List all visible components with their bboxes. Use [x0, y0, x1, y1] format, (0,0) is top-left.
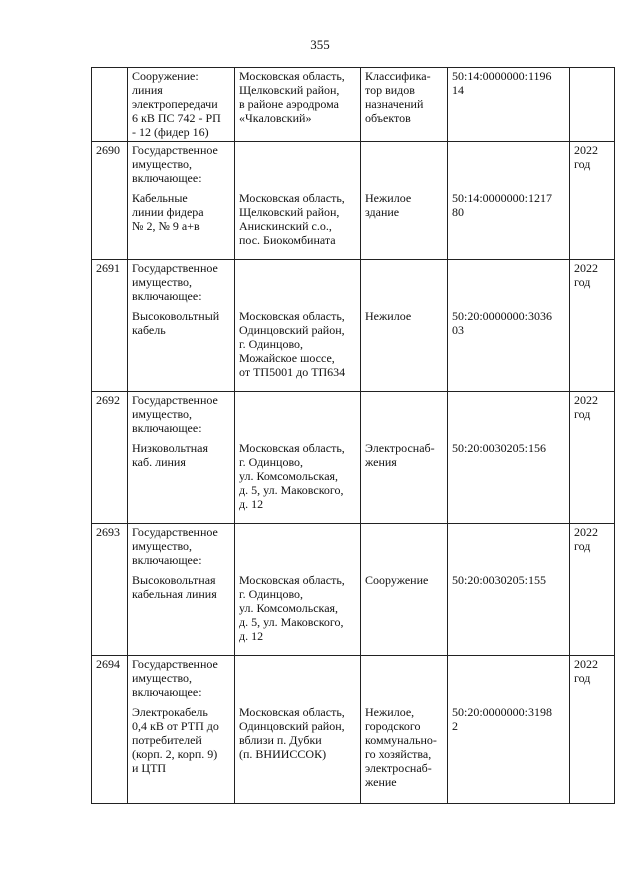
property-registry-table: [91, 67, 615, 804]
row-number-cell: [92, 68, 128, 142]
page-number: 355: [310, 37, 330, 52]
row-number-cell: 2693: [92, 524, 128, 656]
year-cell: 2022 год: [570, 260, 615, 392]
object-name-cell: [128, 524, 235, 656]
table-row: [92, 68, 615, 142]
table-row: [92, 392, 615, 524]
row-number-cell: 2692: [92, 392, 128, 524]
object-name: Электрокабель 0,4 кВ от РТП до потребителей (корп. 2, корп. 9) и ЦТП: [132, 705, 219, 775]
group-label: Государственное имущество, включающее:: [132, 525, 218, 567]
object-name: Низковольтная каб. линия: [132, 441, 208, 469]
cadastral-number-cell: 50:20:0000000:3036 03: [448, 260, 570, 392]
row-number-cell: 2691: [92, 260, 128, 392]
year-cell: 2022 год: [570, 656, 615, 804]
year-cell: [570, 68, 615, 142]
purpose-cell: Нежилое, городского коммунально- го хозяйства, электроснаб- жение: [361, 656, 448, 804]
cadastral-number-cell: 50:20:0030205:156: [448, 392, 570, 524]
table-row: [92, 656, 615, 804]
table-row: [92, 524, 615, 656]
year-cell: 2022 год: [570, 142, 615, 260]
year-cell: 2022 год: [570, 392, 615, 524]
object-name: Кабельные линии фидера № 2, № 9 а+в: [132, 191, 204, 233]
year-cell: 2022 год: [570, 524, 615, 656]
object-name-cell: [128, 656, 235, 804]
table-row: [92, 260, 615, 392]
object-name-cell: [128, 392, 235, 524]
row-number-cell: 2690: [92, 142, 128, 260]
table-row: [92, 142, 615, 260]
purpose-cell: Нежилое здание: [361, 142, 448, 260]
address-cell: Московская область, Одинцовский район, вблизи п. Дубки (п. ВНИИССОК): [235, 656, 361, 804]
cadastral-number-cell: 50:20:0030205:155: [448, 524, 570, 656]
cadastral-number-cell: 50:20:0000000:3198 2: [448, 656, 570, 804]
address-cell: Московская область, г. Одинцово, ул. Комсомольская, д. 5, ул. Маковского, д. 12: [235, 392, 361, 524]
group-label: Государственное имущество, включающее:: [132, 393, 218, 435]
purpose-cell: Электроснаб- жения: [361, 392, 448, 524]
purpose-cell: Нежилое: [361, 260, 448, 392]
row-number-cell: 2694: [92, 656, 128, 804]
cadastral-number-cell: 50:14:0000000:1217 80: [448, 142, 570, 260]
object-name: Высоковольтный кабель: [132, 309, 220, 337]
object-name-cell: Сооружение: линия электропередачи 6 кВ ПС 742 - РП - 12 (фидер 16): [128, 68, 235, 142]
address-cell: Московская область, Одинцовский район, г. Одинцово, Можайское шоссе, от ТП5001 до ТП634: [235, 260, 361, 392]
address-cell: Московская область, г. Одинцово, ул. Комсомольская, д. 5, ул. Маковского, д. 12: [235, 524, 361, 656]
object-name-cell: [128, 142, 235, 260]
address-cell: Московская область, Щелковский район, Анискинский с.о., пос. Биокомбината: [235, 142, 361, 260]
address-cell: Московская область, Щелковский район, в районе аэродрома «Чкаловский»: [235, 68, 361, 142]
group-label: Государственное имущество, включающее:: [132, 143, 218, 185]
purpose-cell: Классифика- тор видов назначений объектов: [361, 68, 448, 142]
cadastral-number-cell: 50:14:0000000:1196 14: [448, 68, 570, 142]
object-name: Высоковольтная кабельная линия: [132, 573, 217, 601]
group-label: Государственное имущество, включающее:: [132, 261, 218, 303]
object-name-cell: [128, 260, 235, 392]
purpose-cell: Сооружение: [361, 524, 448, 656]
group-label: Государственное имущество, включающее:: [132, 657, 218, 699]
